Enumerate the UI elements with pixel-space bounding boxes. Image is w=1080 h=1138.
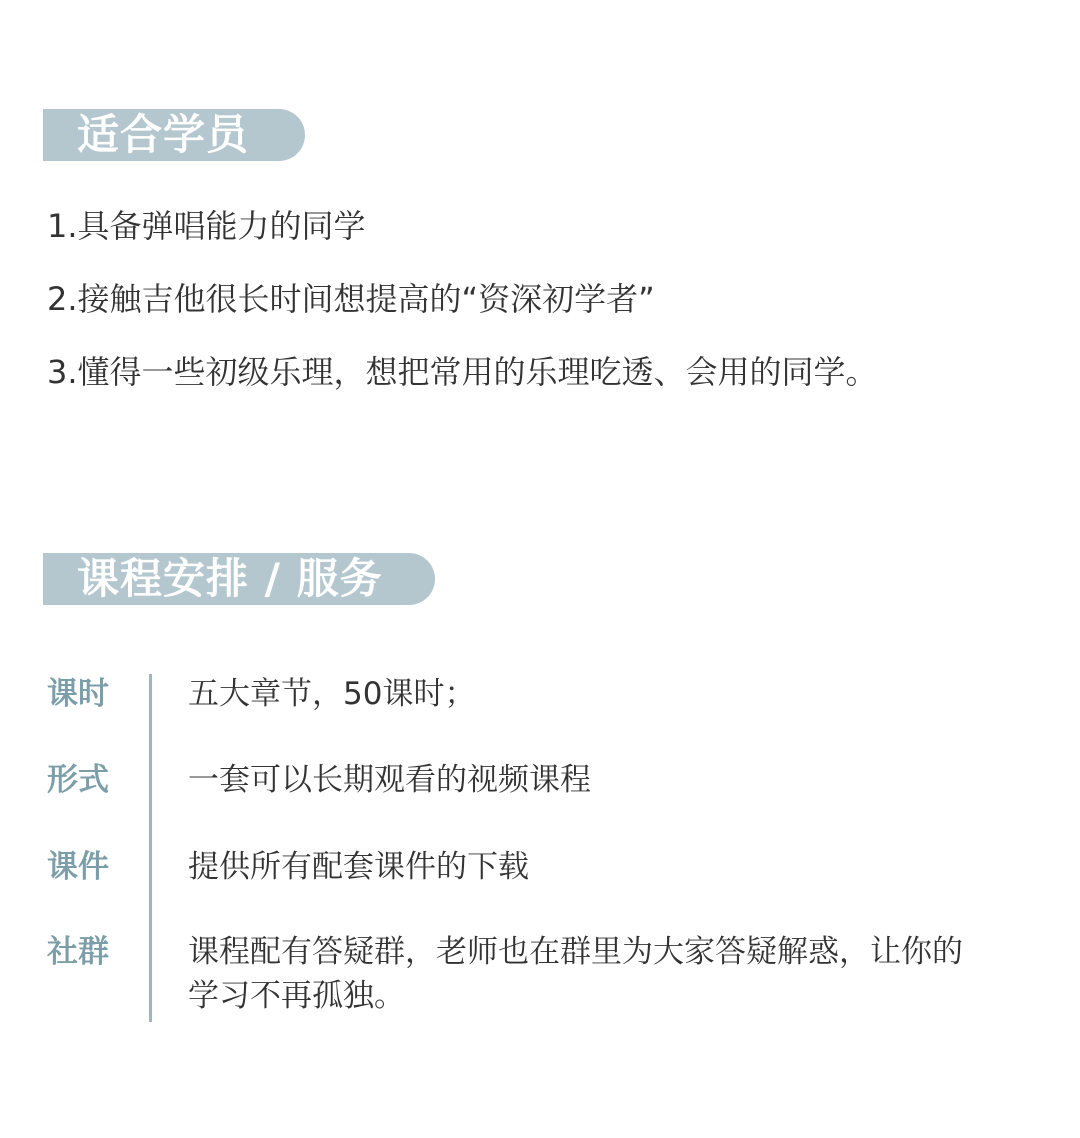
audience-list (47, 200, 878, 419)
schedule-value: 一套可以长期观看的视频课程 (188, 762, 591, 798)
schedule-value: 五大章节，50课时； (188, 676, 476, 712)
section-badge-schedule (43, 553, 435, 605)
list-item: 3.懂得一些初级乐理，想把常用的乐理吃透、会用的同学。 (47, 353, 878, 391)
section-title-schedule: 课程安排 / 服务 (77, 554, 383, 603)
list-item: 2.接触吉他很长时间想提高的“资深初学者” (47, 280, 655, 318)
schedule-value: 提供所有配套课件的下载 (188, 849, 529, 885)
schedule-label: 课件 (47, 849, 109, 885)
schedule-label: 社群 (47, 934, 109, 970)
section-badge-audience (43, 109, 305, 161)
schedule-label: 课时 (47, 676, 109, 712)
schedule-divider (149, 674, 152, 1022)
schedule-label: 形式 (47, 762, 109, 798)
schedule-value: 课程配有答疑群，老师也在群里为大家答疑解惑，让你的学习不再孤独。 (188, 934, 963, 1014)
section-title-audience: 适合学员 (77, 110, 250, 159)
list-item: 1.具备弹唱能力的同学 (47, 207, 366, 245)
